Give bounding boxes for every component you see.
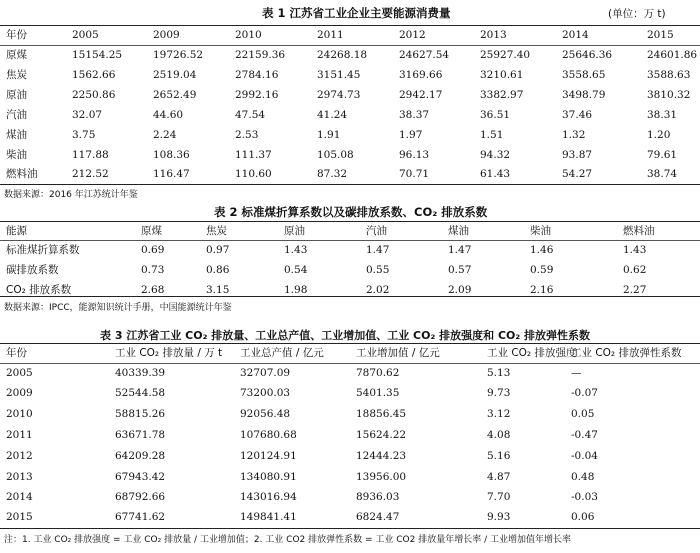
table1-cell: 3558.65 [562,69,606,81]
table3-header-cell: 工业 CO₂ 排放强度 [487,347,577,359]
table1-cell: 61.43 [480,168,511,180]
table3-cell: 68792.66 [115,491,166,503]
table3-cell: 64209.28 [115,450,166,462]
table2-cell: 1.43 [284,244,308,256]
table1-cell: 70.71 [399,168,430,180]
table2-header-cell: 原煤 [141,225,162,237]
table1-title: 表 1 江苏省工业企业主要能源消费量 [262,6,451,20]
table3-cell: -0.07 [571,387,598,399]
table1-header-cell: 2014 [562,29,589,41]
table2-cell: 0.62 [623,264,647,276]
table3-cell: 6824.47 [356,511,400,523]
table1-cell: 32.07 [72,109,103,121]
table1-header-rule [0,45,700,46]
table3-cell: 67741.62 [115,511,166,523]
table1-cell: 2784.16 [235,69,279,81]
table3-cell: 2010 [6,408,33,420]
table1-cell: 燃料油 [6,168,38,180]
table2-cell: 0.69 [141,244,165,256]
table3-header-cell: 工业 CO₂ 排放弹性系数 [571,347,682,359]
table1-top-rule [0,25,700,26]
table1-header-cell: 2013 [480,29,507,41]
table1-cell: 117.88 [72,149,109,161]
table3-cell: 4.87 [487,471,511,483]
table3-cell: 58815.26 [115,408,166,420]
table2-cell: 1.47 [448,244,472,256]
table1-cell: 25927.40 [480,49,531,61]
table3-cell: 5.16 [487,450,511,462]
table1-cell: 1562.66 [72,69,116,81]
table2-cell: CO₂ 排放系数 [6,284,72,296]
table3-cell: 143016.94 [240,491,297,503]
table3-note: 注：1. 工业 CO₂ 排放强度 = 工业 CO₂ 排放量 / 工业增加值；2. 工业 CO2 排放弹性系数 = 工业 CO2 排放量年增长率 / 工业增加值年增长率 [4,535,571,545]
table3-cell: — [571,367,582,379]
table2-header-cell: 燃料油 [623,225,655,237]
table1-cell: 38.74 [647,168,678,180]
table2-cell: 0.59 [530,264,554,276]
table3-cell: -0.04 [571,450,598,462]
table3-header-cell: 工业增加值 / 亿元 [356,347,440,359]
table1-cell: 原煤 [6,49,27,61]
table3-cell: 12444.23 [356,450,407,462]
table1-cell: 2250.86 [72,89,116,101]
table3-cell: 8936.03 [356,491,400,503]
table2-header-cell: 焦炭 [206,225,227,237]
table2-header-cell: 煤油 [448,225,469,237]
table3-cell: 9.73 [487,387,511,399]
table2-cell: 0.97 [206,244,230,256]
table1-cell: 41.24 [317,109,348,121]
table2-cell: 碳排放系数 [6,264,59,276]
table3-title: 表 3 江苏省工业 CO₂ 排放量、工业总产值、工业增加值、工业 CO₂ 排放强度和 CO₂ 排放弹性系数 [100,329,591,342]
table2-cell: 2.68 [141,284,165,296]
table1-cell: 汽油 [6,109,27,121]
table3-cell: 52544.58 [115,387,166,399]
table1-cell: 2652.49 [153,89,197,101]
table2-cell: 1.47 [366,244,390,256]
table1-source: 数据来源：2016 年江苏统计年鉴 [4,190,138,200]
table1-cell: 116.47 [153,168,190,180]
table3-cell: 9.93 [487,511,511,523]
table1-cell: 36.51 [480,109,511,121]
table2-header-cell: 柴油 [530,225,551,237]
table1-cell: 24601.86 [647,49,698,61]
table1-cell: 3210.61 [480,69,524,81]
table3-cell: 67943.42 [115,471,166,483]
table1-cell: 2992.16 [235,89,279,101]
table3-cell: 2009 [6,387,33,399]
table3-header-cell: 工业 CO₂ 排放量 / 万 t [115,347,223,359]
table1-cell: 2974.73 [317,89,361,101]
table1-cell: 1.32 [562,129,586,141]
table3-cell: 5401.35 [356,387,400,399]
table1-cell: 15154.25 [72,49,123,61]
table2-cell: 2.02 [366,284,390,296]
table2-cell: 0.86 [206,264,230,276]
table3-cell: 120124.91 [240,450,297,462]
table3-cell: 4.08 [487,429,511,441]
table1-cell: 2519.04 [153,69,197,81]
table2-cell: 1.43 [623,244,647,256]
table1-cell: 25646.36 [562,49,613,61]
table1-cell: 47.54 [235,109,266,121]
table3-cell: 18856.45 [356,408,407,420]
table3-cell: -0.03 [571,491,598,503]
table2-cell: 标准煤折算系数 [6,244,80,256]
table1-cell: 105.08 [317,149,354,161]
table1-cell: 1.97 [399,129,423,141]
table1-cell: 煤油 [6,129,27,141]
table1-cell: 3.75 [72,129,96,141]
table1-cell: 2.53 [235,129,259,141]
table3-bottom-rule [0,528,700,529]
table3-cell: 5.13 [487,367,511,379]
table2-header-cell: 原油 [284,225,305,237]
table1-cell: 3151.45 [317,69,361,81]
table1-cell: 原油 [6,89,27,101]
table1-cell: 93.87 [562,149,593,161]
table2-cell: 0.54 [284,264,308,276]
table3-cell: 107680.68 [240,429,297,441]
table1-header-cell: 2011 [317,29,344,41]
table1-cell: 87.32 [317,168,348,180]
table1-cell: 110.60 [235,168,272,180]
table2-cell: 2.16 [530,284,554,296]
table2-header-cell: 能源 [6,225,27,237]
table1-cell: 54.27 [562,168,593,180]
table2-cell: 1.46 [530,244,554,256]
table3-cell: 13956.00 [356,471,407,483]
table3-cell: 2014 [6,491,33,503]
table3-cell: 32707.09 [240,367,291,379]
table1-bottom-rule [0,184,700,185]
table1-cell: 96.13 [399,149,430,161]
table3-cell: 134080.91 [240,471,297,483]
table2-cell: 0.55 [366,264,390,276]
table1-cell: 3498.79 [562,89,606,101]
table3-cell: 149841.41 [240,511,297,523]
table2-bottom-rule [0,296,700,297]
table1-header-cell: 2009 [153,29,180,41]
table1-cell: 1.91 [317,129,341,141]
table1-cell: 79.61 [647,149,678,161]
table2-cell: 1.98 [284,284,308,296]
table3-cell: -0.47 [571,429,598,441]
table3-cell: 0.48 [571,471,595,483]
table3-header-rule [0,363,700,364]
table1-cell: 38.37 [399,109,430,121]
table2-source: 数据来源：IPCC，能源知识统计手册，中国能源统计年鉴 [4,303,232,313]
table1-cell: 2942.17 [399,89,443,101]
table3-cell: 0.05 [571,408,595,420]
table1-header-cell: 2012 [399,29,426,41]
table2-cell: 3.15 [206,284,230,296]
table2-cell: 2.27 [623,284,647,296]
table2-header-cell: 汽油 [366,225,387,237]
table1-cell: 24627.54 [399,49,450,61]
table1-cell: 2.24 [153,129,177,141]
table1-cell: 3382.97 [480,89,524,101]
table1-cell: 44.60 [153,109,184,121]
table1-cell: 94.32 [480,149,511,161]
table1-cell: 212.52 [72,168,109,180]
table3-cell: 92056.48 [240,408,291,420]
table3-cell: 2011 [6,429,33,441]
table1-cell: 22159.36 [235,49,286,61]
table1-cell: 111.37 [235,149,272,161]
table3-cell: 63671.78 [115,429,166,441]
table1-header-cell: 年份 [6,29,27,41]
table1-cell: 柴油 [6,149,27,161]
table1-cell: 焦炭 [6,69,27,81]
table2-top-rule [0,221,700,222]
table1-cell: 3588.63 [647,69,691,81]
table3-cell: 15624.22 [356,429,407,441]
table1-cell: 37.46 [562,109,593,121]
table3-cell: 0.06 [571,511,595,523]
table1-header-cell: 2005 [72,29,99,41]
table3-cell: 7870.62 [356,367,400,379]
table2-header-rule [0,240,700,241]
table3-header-cell: 工业总产值 / 亿元 [240,347,324,359]
table1-cell: 3810.32 [647,89,691,101]
table3-top-rule [0,343,700,344]
table1-cell: 19726.52 [153,49,204,61]
table3-cell: 2013 [6,471,33,483]
table3-cell: 73200.03 [240,387,291,399]
table1-unit: (单位：万 t) [608,8,666,20]
table3-cell: 2015 [6,511,33,523]
table1-cell: 1.20 [647,129,671,141]
table2-cell: 0.57 [448,264,472,276]
table3-header-cell: 年份 [6,347,27,359]
table2-title: 表 2 标准煤折算系数以及碳排放系数、CO₂ 排放系数 [214,205,488,219]
table3-cell: 3.12 [487,408,511,420]
table3-cell: 7.70 [487,491,511,503]
table1-cell: 38.31 [647,109,678,121]
table2-cell: 0.73 [141,264,165,276]
table3-cell: 2005 [6,367,33,379]
table1-cell: 3169.66 [399,69,443,81]
table3-cell: 2012 [6,450,33,462]
table1-header-cell: 2015 [647,29,674,41]
table2-cell: 2.09 [448,284,472,296]
table1-cell: 24268.18 [317,49,368,61]
table1-header-cell: 2010 [235,29,262,41]
table1-cell: 1.51 [480,129,504,141]
table1-cell: 108.36 [153,149,190,161]
table3-cell: 40339.39 [115,367,166,379]
